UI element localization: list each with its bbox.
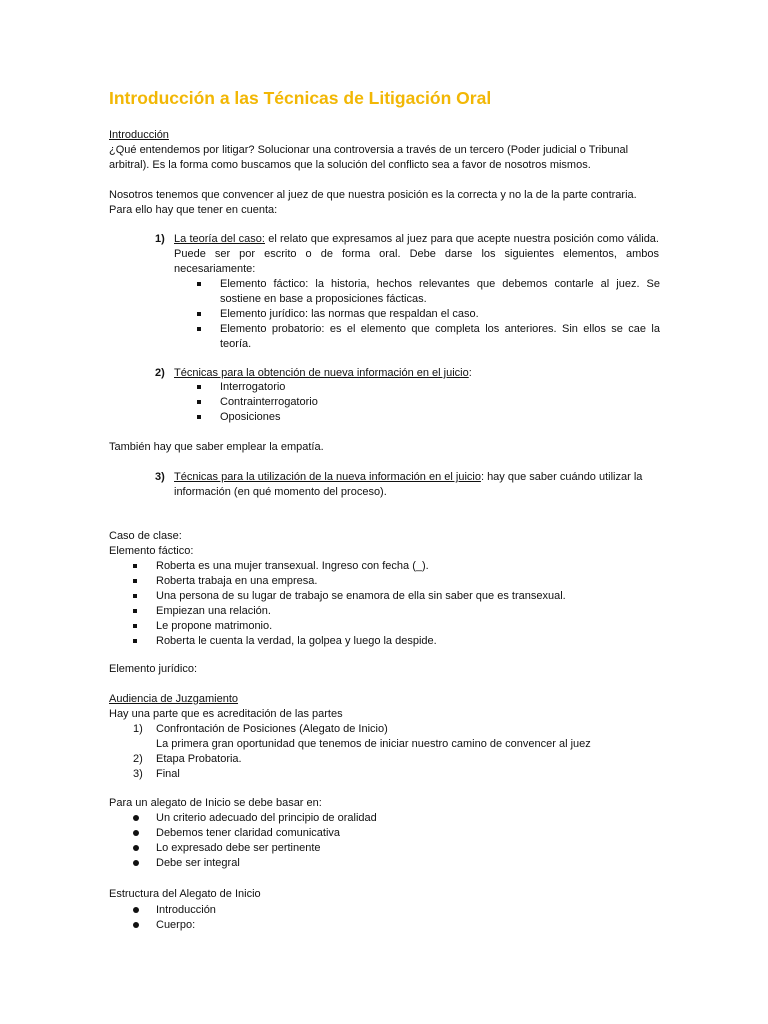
step-number: 1): [133, 723, 143, 735]
numbered-item-3: [155, 470, 659, 500]
juridico-line: [109, 662, 661, 677]
step-text: La primera gran oportunidad que tenemos de iniciar nuestro camino de convencer al juez: [156, 738, 591, 750]
step-text: Etapa Probatoria.: [156, 753, 242, 765]
item-1-heading: La teoría del caso:: [174, 233, 265, 245]
item-1-body: el relato que expresamos al juez para que acepte nuestra posición como válida. Puede ser por escrito o de forma oral. Debe darse los siguientes elementos, ambos necesariamente:: [174, 233, 659, 275]
list-item: Elemento probatorio: es el elemento que completa los anteriores. Sin ellos se cae la teoría.: [220, 323, 660, 350]
list-item: Roberta trabaja en una empresa.: [156, 574, 656, 589]
item-3-text: [174, 470, 659, 500]
list-item: Roberta es una mujer transexual. Ingreso con fecha (_).: [156, 559, 656, 574]
juridico-text: Elemento jurídico:: [109, 663, 198, 675]
item-3-heading: Técnicas para la utilización de la nueva información en el juicio: [174, 471, 481, 483]
document-title: Introducción a las Técnicas de Litigación Oral: [109, 88, 492, 108]
intro-section: [109, 128, 661, 173]
list-item: Contrainterrogatorio: [220, 395, 660, 410]
intro-paragraph-2: [109, 188, 661, 218]
numbered-item-1: [155, 232, 659, 277]
caso-section: [109, 529, 661, 559]
step-item: [133, 752, 676, 767]
intro-paragraph-1: ¿Qué entendemos por litigar? Solucionar una controversia a través de un tercero (Poder judicial o Tribunal arbitral). Es la forma como buscamos que la solución del conflicto sea a favor de nosotros mismos.: [109, 144, 629, 171]
item-1-text: [174, 232, 659, 277]
audiencia-section: [109, 692, 661, 722]
list-item: Debe ser integral: [156, 856, 656, 871]
item-3-body: : hay que saber cuándo utilizar la información (en qué momento del proceso).: [174, 471, 643, 498]
intro-p2-line-2: Para ello hay que tener en cuenta:: [109, 204, 278, 216]
item-1-sublist: [220, 277, 660, 352]
step-item: [133, 722, 676, 737]
step-number: 3): [133, 768, 143, 780]
item-2-sublist: [220, 380, 660, 425]
list-item: Interrogatorio: [220, 380, 660, 395]
estructura-list: [156, 903, 656, 933]
list-item: Roberta le cuenta la verdad, la golpea y luego la despide.: [156, 634, 656, 649]
item-number: 3): [155, 471, 165, 483]
item-number: 1): [155, 233, 165, 245]
alegato-list: [156, 811, 656, 871]
list-item: Oposiciones: [220, 410, 660, 425]
caso-list: [156, 559, 656, 649]
item-2-text: [174, 366, 659, 381]
audiencia-steps: [133, 722, 676, 782]
intro-heading: Introducción: [109, 129, 169, 141]
item-2-body: :: [468, 367, 472, 379]
estructura-intro-text: Estructura del Alegato de Inicio: [109, 888, 261, 900]
list-item: Elemento fáctico: la historia, hechos relevantes que debemos contarle al juez. Se sostiene en base a proposiciones fácticas.: [220, 278, 660, 305]
list-item: Empiezan una relación.: [156, 604, 656, 619]
step-text: Final: [156, 768, 180, 780]
caso-line-2: Elemento fáctico:: [109, 545, 194, 557]
list-item: Le propone matrimonio.: [156, 619, 656, 634]
list-item: Elemento jurídico: las normas que respaldan el caso.: [220, 307, 660, 322]
caso-line-1: Caso de clase:: [109, 530, 182, 542]
alegato-intro: [109, 796, 661, 811]
alegato-intro-text: Para un alegato de Inicio se debe basar en:: [109, 797, 322, 809]
empatia-line: [109, 440, 661, 455]
intro-p2-line-1: Nosotros tenemos que convencer al juez de que nuestra posición es la correcta y no la de la parte contraria.: [109, 189, 637, 201]
step-item: [133, 767, 676, 782]
list-item: Introducción: [156, 903, 656, 918]
list-item: Cuerpo:: [156, 918, 656, 933]
step-item: [156, 737, 676, 752]
audiencia-heading: Audiencia de Juzgamiento: [109, 693, 239, 705]
item-number: 2): [155, 367, 165, 379]
list-item: Lo expresado debe ser pertinente: [156, 841, 656, 856]
step-number: 2): [133, 753, 143, 765]
numbered-item-2: [155, 366, 659, 381]
estructura-intro: [109, 887, 661, 902]
list-item: Un criterio adecuado del principio de oralidad: [156, 811, 656, 826]
empatia-text: También hay que saber emplear la empatía.: [109, 441, 324, 453]
step-text: Confrontación de Posiciones (Alegato de Inicio): [156, 723, 388, 735]
list-item: Debemos tener claridad comunicativa: [156, 826, 656, 841]
list-item: Una persona de su lugar de trabajo se enamora de ella sin saber que es transexual.: [156, 589, 656, 604]
item-2-heading: Técnicas para la obtención de nueva información en el juicio: [174, 367, 469, 379]
audiencia-line-1: Hay una parte que es acreditación de las partes: [109, 708, 343, 720]
